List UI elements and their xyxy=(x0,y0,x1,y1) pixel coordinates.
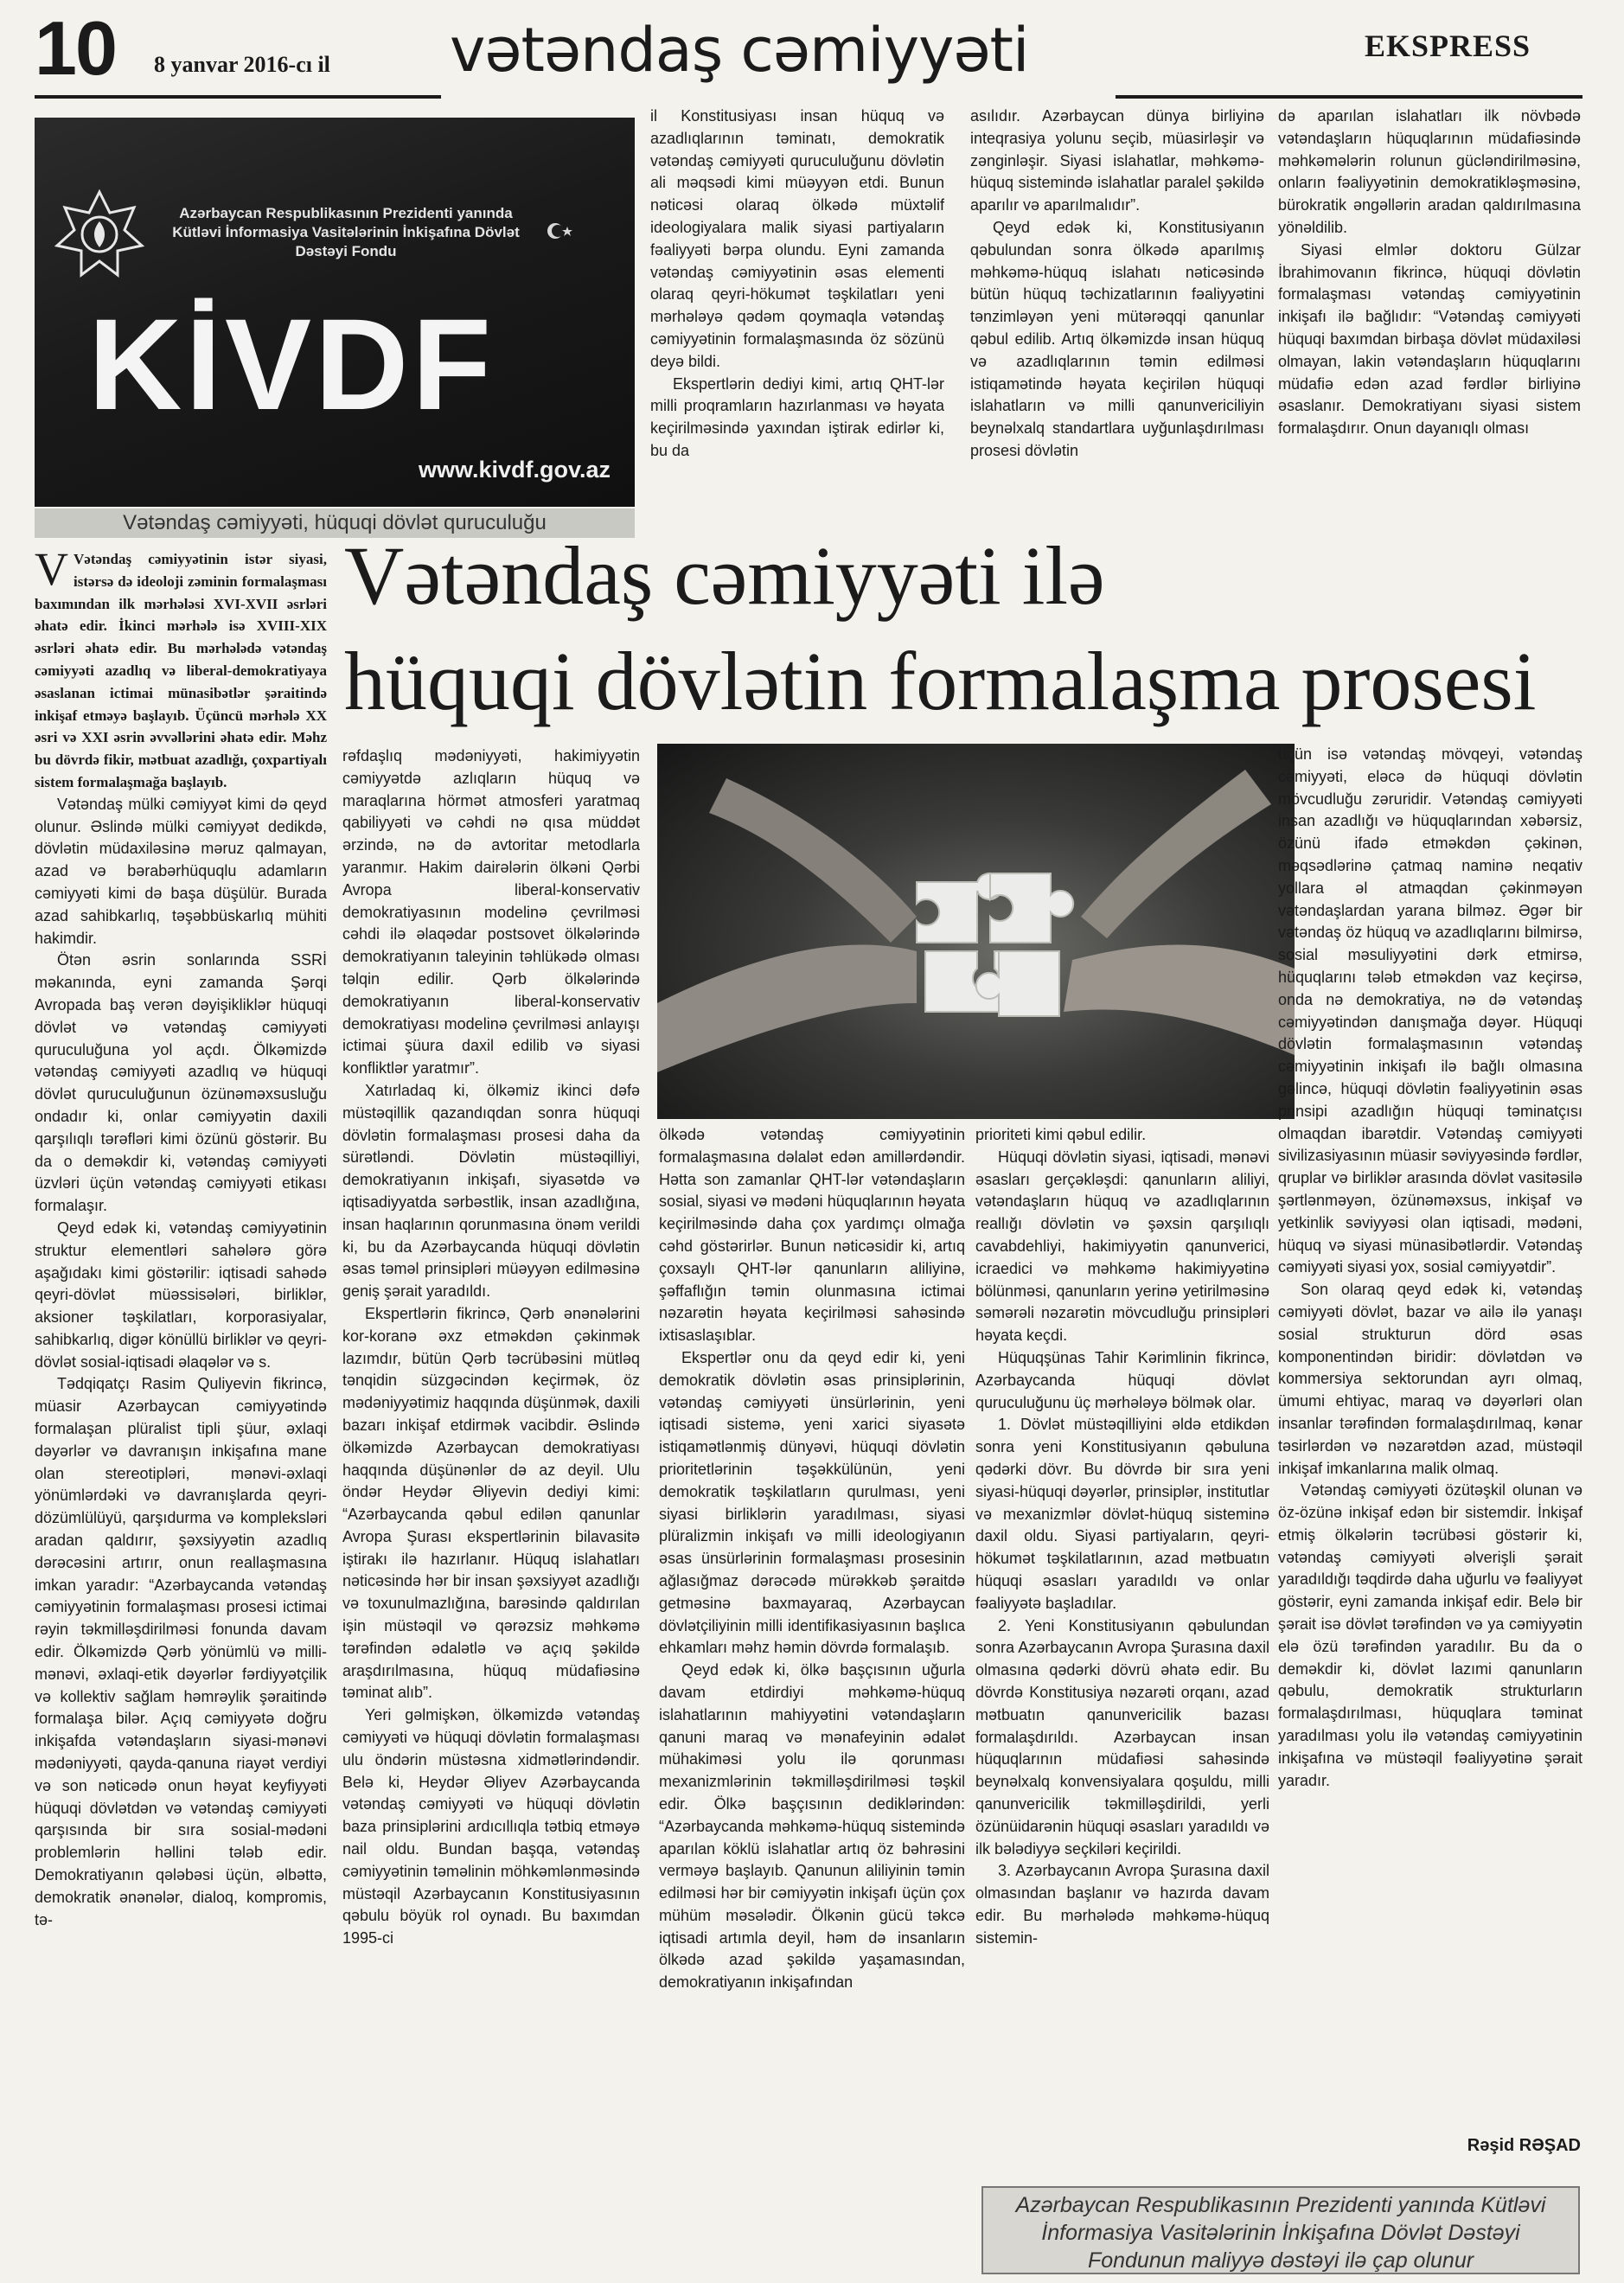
issue-date: 8 yanvar 2016-cı il xyxy=(154,52,330,77)
paragraph: Vətəndaş cəmiyyəti özütəşkil olunan və öz-özünə inkişaf edən bir sistemdir. İnkişaf etmiş ölkələrin təcrübəsi göstərir ki, vətəndaş cəmiyyəti əlverişli şərait yaradıldığı təqdirdə daha uğurlu və fəaliyyət göstərir, eyni zamanda inkişaf edir. Belə bir şərait isə dövlət tərəfindən və ya cəmiyyətin elə özü tərəfindən yaradılır. Bu da o deməkdir ki, dövlət lazımi qanunların qəbulu, demokratik strukturların formalaşdırılması, hüquqlara təminat yaradılması yolu ilə vətəndaş cəmiyyətinin inkişafına və müstəqil fəaliyyətinə şərait yaradır. xyxy=(1278,1481,1582,1789)
paragraph: asılıdır. Azərbaycan dünya birliyinə inteqrasiya yolunu seçib, müasirləşir və zənginləşir. Siyasi islahatlar, məhkəmə-hüquq sistemində islahatlar paralel şəkildə aparılır və aparılmalıdır”. xyxy=(970,107,1264,214)
kivdf-url: www.kivdf.gov.az xyxy=(418,457,611,483)
col1 xyxy=(35,548,327,2274)
section-title: vətəndaş cəmiyyəti xyxy=(450,15,1029,86)
paragraph: Son olaraq qeyd edək ki, vətəndaş cəmiyyəti dövlət, bazar və ailə ilə yanaşı sosial strukturun dörd əsas komponentindən biridir: dövlətdən və kommersiya sektorundan ayrı olmaq, ümumi ehtiyac, maraq və dəyərləri olan insanlar tərəfindən formalaşdırılmaq, kənar təsirlərdən və nəzarətdən azad, müstəqil inkişaf imkanlarına malik olmaq. xyxy=(1278,1281,1582,1477)
paragraph: Ekspertlərin fikrincə, Qərb ənənələrini kor-koranə əxz etməkdən çəkinmək lazımdır, bütün Qərb təcrübəsini mütləq tənqidin süzgəcindən keçirmək, öz mədəniyyətimiz haqqında düşünmək, daxili bazarı inkişaf etdirmək vacibdir. Əslində ölkəmizdə Azərbaycan demokratiyası haqqında düşünənlər də az deyil. Ulu öndər Heydər Əliyevin dediyi kimi: “Azərbaycanda qəbul edilən qanunlar Avropa Şurası ekspertlərinin bilavasitə iştirakı ilə hazırlanır. Hüquq islahatları nəticəsində hər bir insan şəxsiyyət azadlığı və toxunulmazlığına, barəsində qaldırılan işin müstəqil və qərəzsiz məhkəmə tərəfindən ədalətlə və açıq şəkildə araşdırılmasına, hüquq müdafiəsinə təminat alıb”. xyxy=(342,1304,640,1702)
article-photo xyxy=(657,744,1295,1119)
paragraph: Ekspertlər onu da qeyd edir ki, yeni demokratik dövlətin əsas prinsiplərinin, vətəndaş cəmiyyəti ünsürlərinin, yeni iqtisadi sistemə, yeni xarici siyasətə istiqamətlənmiş dünyəvi, hüquqi dövlətin prioritetlərinin təşəkkülünün, yeni demokratik təşkilatların qurulması, yeni siyasi birliklərin yaradılması, siyasi plüralizmin inkişafı və milli ideologiyanın əsas ünsürlərinin formalaşması prosesinin ağlasığmaz dərəcədə mürəkkəb şəraitdə getməsinə baxmayaraq, Azərbaycan dövlətçiliyinin milli identifikasiyasının başlıca ehkamları məhz həmin dövrdə formalaşıb. xyxy=(659,1348,965,1657)
kivdf-banner xyxy=(35,118,635,507)
funding-note: Azərbaycan Respublikasının Prezidenti yanında Kütləvi İnformasiya Vasitələrinin İnkişafına Dövlət Dəstəyi Fondunun maliyyə dəstəyi ilə çap olunur xyxy=(981,2186,1580,2274)
kivdf-logo: KİVDF xyxy=(88,291,495,437)
kivdf-emblem-icon xyxy=(52,187,147,282)
paragraph: də aparılan islahatları ilk növbədə vətəndaşların hüquqlarının müdafiəsində məhkəmələrin rolunun gücləndirilməsinə, onların fəaliyyətinin demokratikləşməsinə, bürokratik əngəllərin aradan qaldırılmasına yönəldilib. xyxy=(1278,107,1581,236)
col3-bottom xyxy=(659,1124,965,2274)
paragraph: Qeyd edək ki, ölkə başçısının uğurla davam etdirdiyi məhkəmə-hüquq islahatlarının mahiyyətini vətəndaşların qanuni maraq və mənafeyinin ədalət mühakiməsi yolu ilə qorunması mexanizmlərinin təkmilləşdirilməsi təşkil edir. Ölkə başçısının dediklərindən: “Azərbaycanda məhkəmə-hüquq sistemində aparılan köklü islahatlar artıq öz bəhrəsini verməyə başlayıb. Qanunun aliliyinin təmin edilməsi hər bir cəmiyyətin inkişafı üçün çox mühüm məsələdir. Ölkənin gücü təkcə iqtisadi artımla deyil, həm də insanların ölkədə azad şəkildə yaşamasından, demokratiyanın inkişafından xyxy=(659,1661,965,1992)
paragraph: Hüquqi dövlətin siyasi, iqtisadi, mənəvi əsasları gerçəkləşdi: qanunların aliliyi, vətəndaşların hüquq və azadlıqlarının reallığı dövlətin və şəxsin qarşılıqlı cavabdehliyi, hakimiyyətin qanunverici, icraedici və məhkəmə hakimiyyətinə bölünməsi, qanunların yerinə yetirilməsinə səmərəli nəzarətin mövcudluğu prinsipləri həyata keçdi. xyxy=(975,1148,1269,1345)
headline-line-2: hüquqi dövlətin formalaşma prosesi xyxy=(344,635,1537,727)
header-rule-right xyxy=(1116,95,1582,99)
col2-bottom xyxy=(342,745,640,2274)
author-byline: Rəşid RƏŞAD xyxy=(1467,2136,1581,2155)
headline-line-1: Vətəndaş cəmiyyəti ilə xyxy=(344,529,1105,622)
paragraph: 3. Azərbaycanın Avropa Şurasına daxil olmasından başlanır və hazırda davam edir. Bu mərhələdə məhkəmə-hüquq sistemin- xyxy=(975,1862,1269,1947)
paragraph: 1. Dövlət müstəqilliyini əldə etdikdən sonra yeni Konstitusiyanın qəbuluna qədərki dövr. Bu dövrdə bir sıra yeni siyasi-hüquqi dəyərlər, prinsiplər, institutlar və mexanizmlər dövlət-hüquq sisteminə daxil oldu. Siyasi partiyaların, qeyri-hökumət təşkilatlarının, azad mətbuatın hüquqi əsasları yaradıldı və onlar fəaliyyətə başladılar. xyxy=(975,1416,1269,1612)
paragraph: Qeyd edək ki, vətəndaş cəmiyyətinin struktur elementləri sahələrə görə aşağıdakı kimi göstərilir: iqtisadi sahədə qeyri-dövlət müəssisələri, birliklər, aksioner təşkilatları, korporasiyalar, sahibkarlıq, digər könüllü birliklər və qeyri-dövlət sosial-iqtisadi əlaqələr və s. xyxy=(35,1218,327,1371)
paragraph: Tədqiqatçı Rasim Quliyevin fikrincə, müasir Azərbaycan cəmiyyətində formalaşan plüralist tipli şüur, əxlaqi dəyərlər və davranışın inkişafına mane olan stereotipləri, mənəvi-əxlaqi yönümlərdəki və davranışlarda qeyri-dözümlülüyü, qarşıdurma və kompleksləri aradan qaldırır, şəxsiyyətin azadlıq dərəcəsini artırır, onun reallaşmasına imkan yaradır: “Azərbaycanda vətəndaş cəmiyyətinin formalaşması prosesi ictimai rəyin təkmilləşdirilməsi fonunda davam edir. Ölkəmizdə Qərb yönümlü və milli-mənəvi, əxlaqi-etik dəyərlər fərdiyyətçilik və kollektiv sağlam həmrəylik şəraitində formalaşa bilər. Açıq cəmiyyətə doğru inkişafda vətəndaşların siyasi-mənəvi mədəniyyəti, qayda-qanuna riayət verdiyi və son nəticədə onun həyat keyfiyyəti hüquqi dövlətdən və vətəndaş cəmiyyəti qarşısında bir sıra sosial-mədəni problemlərin həllini tələb edir. Demokratiyanın qələbəsi üçün, əlbəttə, demokratik ənənələr, dialoq, kompromis, tə- xyxy=(35,1375,327,1928)
paragraph: Yeri gəlmişkən, ölkəmizdə vətəndaş cəmiyyəti və hüquqi dövlətin formalaşması ulu öndərin müstəsna xidmətlərindəndir. Belə ki, Heydər Əliyev Azərbaycanda vətəndaş cəmiyyəti və hüquqi dövlətin baza prinsiplərini ardıcıllıqla tətbiq etməyə nail oldu. Bundan başqa, vətəndaş cəmiyyətinin təməlinin möhkəmlənməsində müstəqil Azərbaycanın Konstitusiyasının qəbulu böyük rol oynadı. Bu baxımdan 1995-ci xyxy=(342,1706,640,1947)
intro-paragraph xyxy=(35,548,327,794)
drop-cap: V xyxy=(35,548,68,595)
col5-right xyxy=(1278,744,1582,2127)
col3-top xyxy=(970,106,1264,529)
paragraph: Hüquqşünas Tahir Kərimlinin fikrincə, Azərbaycanda hüquqi dövlət quruculuğunu üç mərhələyə bölmək olar. xyxy=(975,1348,1269,1411)
paragraph: Qeyd edək ki, Konstitusiyanın qəbulundan sonra ölkədə aparılmış məhkəmə-hüquq islahatı nəticəsində bütün hüquq təchizatlarının fəaliyyətini tənzimləyən yeni mütərəqqi qanunlar qəbul edilib. Artıq ölkəmizdə insan hüquq və azadlıqlarının təmin edilməsi istiqamətində həyata keçirilən hüquqi islahatların və milli qanunvericiliyin beynəlxalq standartlara uyğunlaşdırılması prosesi dövlətin xyxy=(970,218,1264,459)
paragraph: prioriteti kimi qəbul edilir. xyxy=(975,1126,1147,1143)
rubric-strip: Vətəndaş cəmiyyəti, hüquqi dövlət quruculuğu xyxy=(35,508,635,538)
col4-mid xyxy=(975,1124,1269,2177)
paper-name: EKSPRESS xyxy=(1365,29,1531,63)
paragraph: rəfdaşlıq mədəniyyəti, hakimiyyətin cəmiyyətdə azlıqların hüquq və maraqlarına hörmət atmosferi yaratmaq qabiliyyəti və cəhdi nə qısa müddət ərzində, nə də avtoritar metodlarla yaranmır. Hakim dairələrin ölkəni Qərbi Avropa liberal-konservativ demokratiyasının modelinə çevrilməsi cəhdi ilə əlaqədar postsovet ölkələrində demokratiyanın taleyinin təhlükədə olması təlqin edilir. Qərb ölkələrində demokratiyanın liberal-konservativ demokratiyası modelinə çevrilməsi anlayışı ictimai şüura daxil edilib və siyasi konfliktlər yaratmır”. xyxy=(342,747,640,1078)
paragraph: üçün isə vətəndaş mövqeyi, vətəndaş cəmiyyəti, eləcə də hüquqi dövlətin mövcudluğu zəruridir. Vətəndaş cəmiyyəti insan azadlığı və hüquqlarından xəbərsiz, özünü ifadə etməkdən çəkinən, məqsədlərinə çatmaq naminə neqativ yollara əl atmaqdan çəkinməyən vətəndaşlardan yarana bilməz. Əgər bir vətəndaş öz hüquq və azadlıqlarını bilmirsə, sosial məsuliyyətini dərk etmirsə, hüquqlarını tələb etməkdən vaz keçirsə, onda nə demokratiya, nə də vətəndaş cəmiyyətindən danışmağa dəyər. Hüquqi dövlətin formalaşmasının vətəndaş cəmiyyətinin inkişafı ilə bağlı olmasına gəlincə, hüquqi dövlətin fəaliyyətinin əsas prinsipi azadlığın hüquqi təminatçısı olmaqdan ibarətdir. Vətəndaş cəmiyyəti sivilizasiyasının müasir səviyyəsində fərdlər, qruplar və birliklər arasında dövlət vasitəsilə şərtlənməyən, özünəməxsus, inkişaf və yetkinlik səviyyəsi olan iqtisadi, mədəni, hüquq və siyasi münasibətlərdir. Vətəndaş cəmiyyəti siyasi yox, sosial cəmiyyətdir”. xyxy=(1278,745,1582,1276)
crescent-star-icon xyxy=(543,218,578,244)
fund-name: Azərbaycan Respublikasının Prezidenti yanında Kütləvi İnformasiya Vasitələrinin İnkişafına Dövlət Dəstəyi Fondu xyxy=(172,205,520,259)
page-number: 10 xyxy=(35,5,116,91)
intro-text: Vətəndaş cəmiyyətinin istər siyasi, istərsə də ideoloji zəminin formalaşması baxımından ilk mərhələsi XVI-XVII əsrləri əhatə edir. İkinci mərhələ isə XVIII-XIX əsrləri əhatə edir. Bu mərhələdə vətəndaş cəmiyyəti azadlıq və liberal-demokratiyaya əsaslanan ictimai münasibətlər şəraitində inkişaf etməyə başlayıb. Üçüncü mərhələ XX əsri və XXI əsrin əvvəllərini əhatə edir. Məhz bu dövrdə fikir, mətbuat azadlığı, çoxpartiyalı sistem formalaşmağa başlayıb. xyxy=(35,551,327,790)
paragraph: il Konstitusiyası insan hüquq və azadlıqlarının təminatı, demokratik vətəndaş cəmiyyəti quruculuğunu dövlətin ali məqsədi kimi müəyyən etdi. Bunun nəticəsi olaraq ölkədə müxtəlif ideologiyalara malik siyasi partiyaların fəaliyyəti bərpa olundu. Eyni zamanda vətəndaş cəmiyyətinin əsas elementi olaraq qeyri-hökumət təşkilatları yeni mərhələyə qədəm qoymaqla vətəndaş cəmiyyətinin formalaşmasında öz sözünü deyə bildi. xyxy=(650,107,944,370)
paragraph: 2. Yeni Konstitusiyanın qəbulundan sonra Azərbaycanın Avropa Şurasına daxil olmasına qədərki dövrü əhatə edir. Bu dövrdə Konstitusiya nəzarəti orqanı, azad mətbuatın qanunvericilik bazası formalaşdırıldı. Azərbaycan insan hüquqlarının müdafiəsi sahəsində beynəlxalq konvensiyalara qoşuldu, milli qanunvericilik təkmilləşdirildi, yerli özünüidarənin hüquqi əsasları yaradıldı və ilk bələdiyyə seçkiləri keçirildi. xyxy=(975,1616,1269,1858)
col4-top xyxy=(1278,106,1581,529)
header-rule-left xyxy=(35,95,441,99)
puzzle-hands-image xyxy=(657,744,1295,1119)
paragraph: ölkədə vətəndaş cəmiyyətinin formalaşmasına dəlalət edən amillərdəndir. Hətta son zamanlar QHT-lər vətəndaşların sosial, siyasi və mədəni hüquqlarının həyata keçirilməsində daha çox yardımçı olmağa cəhd göstərirlər. Bunun nəticəsidir ki, artıq çoxsaylı QHT-lər qanunların aliliyinə, şəffaflığın təmin olunmasına ictimai nəzarətin həyata keçirilməsi sahəsində ixtisaslaşıblar. xyxy=(659,1126,965,1345)
paragraph: Xatırladaq ki, ölkəmiz ikinci dəfə müstəqillik qazandıqdan sonra hüquqi dövlətin formalaşması prosesi daha da sürətləndi. Dövlətin müstəqilliyi, demokratiyanın inkişafı, siyasətdə və iqtisadiyyatda sərbəstlik, insan azadlığına, insan haqlarının qorunmasına önəm verildi ki, bu da Azərbaycanda hüquqi dövlətin əsas təməl prinsipləri müəyyən edilməsinə geniş şərait yaradıldı. xyxy=(342,1081,640,1301)
col2-top xyxy=(650,106,944,529)
paragraph: Siyasi elmlər doktoru Gülzar İbrahimovanın fikrincə, hüquqi dövlətin formalaşması vətəndaş cəmiyyətinin inkişafı ilə bağlıdır: “Vətəndaş cəmiyyəti hüquqi baxımdan birbaşa dövlət müdaxiləsi olmayan, lakin vətəndaşların hüquqlarını müdafiə edən azad fərdlər birliyinə əsaslanır. Demokratiyanı siyasi sistem formalaşdırır. Onun dayanıqlı olması xyxy=(1278,240,1581,438)
paragraph: Ötən əsrin sonlarında SSRİ məkanında, eyni zamanda Şərqi Avropada baş verən dəyişikliklər hüquqi dövlət və vətəndaş cəmiyyəti quruculuğuna yol açdı. Ölkəmizdə vətəndaş cəmiyyəti azadlıq və hüquqi dövlət quruculuğunun özünəməxsusluğu ondadır ki, onlar cəmiyyətin daxili qarşılıqlı tərəfləri kimi özünü göstərir. Bu da o deməkdir ki, vətəndaş cəmiyyəti üzvləri üçün vətəndaş cəmiyyəti etikası formalaşır. xyxy=(35,951,327,1215)
paragraph: Ekspertlərin dediyi kimi, artıq QHT-lər milli proqramların hazırlanması və həyata keçirilməsində yaxından iştirak edirlər ki, bu da xyxy=(650,374,944,459)
paragraph: Vətəndaş mülki cəmiyyət kimi də qeyd olunur. Əslində mülki cəmiyyət dedikdə, dövlətin müdaxiləsinə məruz qalmayan, azad və bərabərhüquqlu adamların cəmiyyəti kimi də başa düşülür. Burada azad sahibkarlıq, təşəbbüskarlıq mühiti hakimdir. xyxy=(35,795,327,947)
